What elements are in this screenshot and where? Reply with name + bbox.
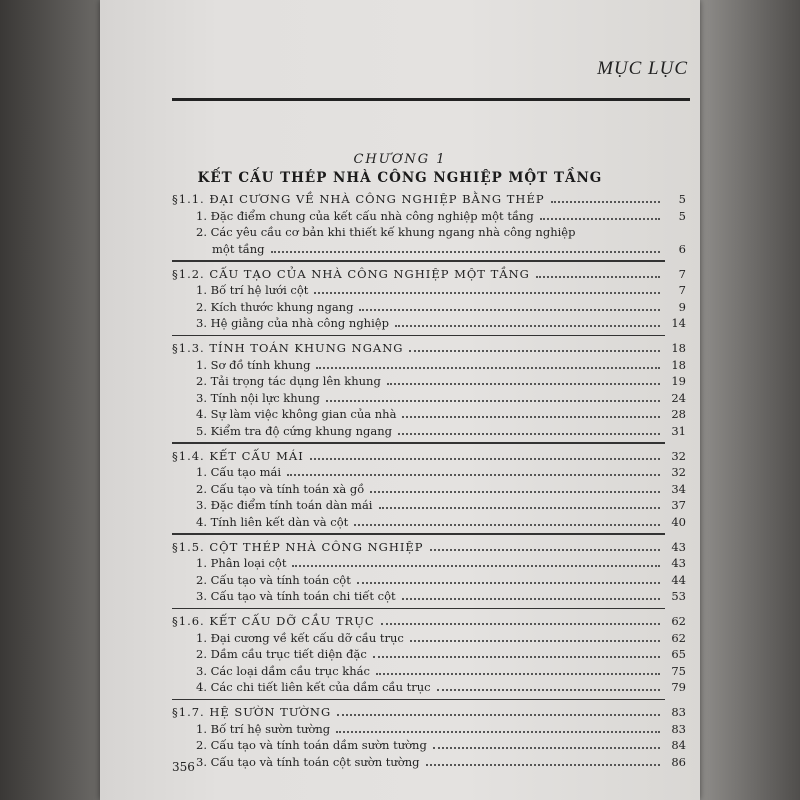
- toc-page-number: 83: [671, 705, 686, 719]
- toc-entry-row: [172, 424, 686, 441]
- toc-page-number: 31: [671, 423, 686, 438]
- toc-entry-label: 2. Các yêu cầu cơ bản khi thiết kế khung ngang nhà công nghiệp: [196, 225, 576, 239]
- toc-page-number: 18: [671, 341, 686, 355]
- toc-page-number: 34: [671, 481, 686, 496]
- toc-entry-row: [172, 573, 686, 590]
- dot-leader: [433, 747, 660, 749]
- dot-leader: [395, 325, 660, 327]
- dot-leader: [426, 764, 661, 766]
- toc-section-row: [172, 192, 686, 209]
- dot-leader: [387, 383, 660, 385]
- dot-leader: [310, 458, 660, 460]
- dot-leader: [373, 656, 660, 658]
- dot-leader: [410, 640, 660, 642]
- section-separator: [172, 335, 665, 337]
- toc-entry-label: một tầng: [212, 241, 265, 256]
- toc-page-number: 18: [671, 357, 686, 372]
- toc-entry-row: [172, 631, 686, 648]
- toc-entry-label: §1.6. KẾT CẤU DỠ CẦU TRỤC: [172, 614, 375, 628]
- dot-leader: [292, 565, 660, 567]
- chapter-label: CHƯƠNG 1: [353, 152, 447, 167]
- toc-entry-label: 3. Các loại dầm cầu trục khác: [196, 663, 370, 678]
- toc-page-number: 37: [671, 498, 686, 512]
- toc-page-number: 84: [671, 738, 686, 752]
- toc-entry-label: 3. Cấu tạo và tính toán cột sườn tường: [196, 754, 420, 769]
- toc-page-number: 79: [671, 680, 686, 694]
- book-page: [100, 0, 700, 800]
- dot-leader: [402, 416, 660, 418]
- toc-page-number: 19: [671, 374, 686, 388]
- toc-entry-label: §1.2. CẤU TẠO CỦA NHÀ CÔNG NGHIỆP MỘT TẦNG: [172, 266, 530, 281]
- toc-section-row: [172, 540, 686, 557]
- dot-leader: [271, 251, 660, 253]
- toc-entry-label: 4. Tính liên kết dàn và cột: [196, 514, 349, 529]
- toc-page-number: 43: [671, 539, 686, 554]
- toc-entry-label: §1.1. ĐẠI CƯƠNG VỀ NHÀ CÔNG NGHIỆP BẰNG THÉP: [172, 192, 545, 206]
- toc-entry-label: 5. Kiểm tra độ cứng khung ngang: [196, 423, 392, 438]
- toc-entry-row: [172, 358, 686, 375]
- toc-entry-row: [172, 374, 686, 391]
- toc-entry-row: [172, 225, 686, 242]
- toc-entry-row: [172, 209, 686, 226]
- toc-entry-row: [172, 465, 686, 482]
- toc-entry-label: 1. Cấu tạo mái: [196, 465, 282, 479]
- dot-leader: [357, 582, 660, 584]
- toc-page-number: 40: [671, 514, 686, 529]
- toc-entry-row: [172, 722, 686, 739]
- toc-entry-row: [172, 498, 686, 515]
- toc-page-number: 32: [671, 465, 686, 479]
- toc-entry-row: [172, 647, 686, 664]
- page-number: 356: [172, 760, 195, 774]
- section-separator: [172, 608, 665, 610]
- toc-page-number: 65: [671, 647, 686, 661]
- toc-entry-label: §1.4. KẾT CẤU MÁI: [172, 448, 304, 463]
- toc-section-row: [172, 705, 686, 722]
- toc-entry-row: [172, 316, 686, 333]
- dot-leader: [381, 623, 660, 625]
- toc-page-number: 9: [678, 299, 686, 314]
- toc-section-row: [172, 267, 686, 284]
- header-rule: [172, 98, 690, 101]
- dot-leader: [326, 400, 660, 402]
- dot-leader: [337, 714, 660, 716]
- section-separator: [172, 699, 665, 701]
- toc-entry-label: 1. Sơ đồ tính khung: [196, 357, 311, 372]
- toc-entry-label: §1.3. TÍNH TOÁN KHUNG NGANG: [172, 341, 404, 355]
- toc-entry-row: [172, 482, 686, 499]
- toc-page-number: 86: [671, 754, 686, 769]
- toc-page-number: 44: [671, 572, 686, 587]
- toc-page-number: 62: [671, 614, 686, 628]
- toc-entry-label: 3. Cấu tạo và tính toán chi tiết cột: [196, 589, 396, 603]
- section-separator: [172, 533, 665, 535]
- dot-leader: [430, 549, 660, 551]
- toc-entry-row: [172, 391, 686, 408]
- toc-page-number: 32: [671, 448, 686, 463]
- dot-leader: [398, 433, 660, 435]
- book-left-edge: [0, 0, 100, 800]
- toc-section-row: [172, 341, 686, 358]
- toc-page-number: 5: [678, 192, 686, 206]
- toc-entry-row: [172, 283, 686, 300]
- toc-page-number: 7: [678, 283, 686, 297]
- section-separator: [172, 260, 665, 262]
- toc-entry-row: [172, 556, 686, 573]
- toc-entry-row: [172, 242, 686, 259]
- toc-section-row: [172, 614, 686, 631]
- toc-entry-label: 3. Tính nội lực khung: [196, 390, 320, 405]
- toc-page-number: 7: [678, 266, 686, 281]
- table-of-contents: [172, 192, 686, 771]
- toc-entry-label: 2. Cấu tạo và tính toán cột: [196, 572, 351, 587]
- toc-entry-label: 4. Sự làm việc không gian của nhà: [196, 407, 397, 421]
- toc-entry-label: 1. Bố trí hệ sườn tường: [196, 721, 331, 736]
- toc-page-number: 6: [678, 241, 686, 256]
- dot-leader: [316, 367, 660, 369]
- toc-entry-row: [172, 680, 686, 697]
- toc-page-number: 24: [671, 390, 686, 405]
- toc-entry-row: [172, 300, 686, 317]
- chapter-title: KẾT CẤU THÉP NHÀ CÔNG NGHIỆP MỘT TẦNG: [197, 170, 603, 186]
- dot-leader: [437, 689, 660, 691]
- dot-leader: [540, 218, 660, 220]
- dot-leader: [409, 350, 660, 352]
- toc-entry-label: 2. Cấu tạo và tính toán dầm sườn tường: [196, 738, 427, 752]
- toc-entry-label: 4. Các chi tiết liên kết của dầm cầu trục: [196, 680, 431, 694]
- toc-entry-label: 3. Hệ giằng của nhà công nghiệp: [196, 316, 389, 330]
- dot-leader: [287, 474, 660, 476]
- toc-entry-label: 1. Đại cương về kết cấu dỡ cầu trục: [196, 630, 404, 645]
- toc-entry-label: 1. Phân loại cột: [196, 556, 287, 570]
- toc-entry-label: 2. Kích thước khung ngang: [196, 299, 354, 314]
- dot-leader: [376, 673, 660, 675]
- dot-leader: [379, 507, 661, 509]
- toc-entry-row: [172, 755, 686, 772]
- toc-page-number: 28: [671, 407, 686, 421]
- toc-page-number: 62: [671, 630, 686, 645]
- toc-entry-label: 1. Bố trí hệ lưới cột: [196, 283, 309, 297]
- running-head: MỤC LỤC: [597, 58, 688, 79]
- toc-entry-label: §1.5. CỘT THÉP NHÀ CÔNG NGHIỆP: [172, 539, 424, 554]
- toc-entry-row: [172, 515, 686, 532]
- toc-page-number: 5: [678, 208, 686, 223]
- section-separator: [172, 442, 665, 444]
- toc-entry-row: [172, 407, 686, 424]
- dot-leader: [551, 201, 660, 203]
- toc-entry-row: [172, 738, 686, 755]
- toc-entry-row: [172, 589, 686, 606]
- toc-page-number: 83: [671, 721, 686, 736]
- dot-leader: [402, 598, 660, 600]
- dot-leader: [314, 292, 660, 294]
- toc-page-number: 75: [671, 663, 686, 678]
- toc-section-row: [172, 449, 686, 466]
- toc-entry-label: 1. Đặc điểm chung của kết cấu nhà công nghiệp một tầng: [196, 208, 534, 223]
- dot-leader: [354, 524, 660, 526]
- toc-entry-label: 2. Tải trọng tác dụng lên khung: [196, 374, 381, 388]
- dot-leader: [536, 276, 660, 278]
- toc-entry-label: 2. Cấu tạo và tính toán xà gồ: [196, 481, 365, 496]
- toc-page-number: 53: [671, 589, 686, 603]
- toc-page-number: 43: [671, 556, 686, 570]
- dot-leader: [359, 309, 660, 311]
- toc-entry-label: 3. Đặc điểm tính toán dàn mái: [196, 498, 373, 512]
- toc-page-number: 14: [671, 316, 686, 330]
- toc-entry-label: §1.7. HỆ SƯỜN TƯỜNG: [172, 705, 332, 719]
- toc-entry-label: 2. Dầm cầu trục tiết diện đặc: [196, 647, 367, 661]
- toc-entry-row: [172, 664, 686, 681]
- dot-leader: [336, 731, 660, 733]
- dot-leader: [370, 491, 660, 493]
- book-right-edge: [700, 0, 800, 800]
